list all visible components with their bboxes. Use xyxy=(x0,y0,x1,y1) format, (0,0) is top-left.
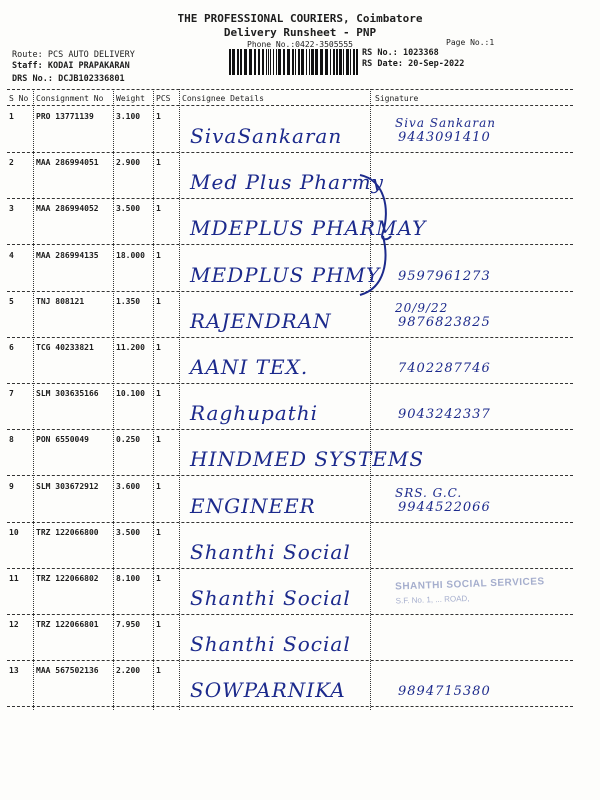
row-signature-phone: 7402287746 xyxy=(398,361,491,376)
row-consignee-handwritten: ENGINEER xyxy=(190,494,316,518)
row-weight: 3.600 xyxy=(116,482,141,491)
row-pcs: 1 xyxy=(156,389,161,398)
row-sno: 11 xyxy=(9,574,19,583)
row-consignee-handwritten: RAJENDRAN xyxy=(190,309,332,333)
row-signature-phone: 9043242337 xyxy=(398,407,491,422)
row-consignee-handwritten: Med Plus Pharmy xyxy=(190,170,384,194)
row-consignee-handwritten: SOWPARNIKA xyxy=(190,678,346,702)
barcode-bar xyxy=(229,49,231,75)
barcode-bar xyxy=(237,49,239,75)
barcode-bar xyxy=(311,49,314,75)
rs-number-value: 1023368 xyxy=(402,48,439,58)
row-consignment-no: MAA 286994135 xyxy=(36,251,99,260)
barcode-bar xyxy=(336,49,338,75)
barcode-bar xyxy=(232,49,235,75)
row-signature: Siva Sankaran xyxy=(395,116,496,130)
stamp-line-2: S.F. No. 1, ... ROAD, xyxy=(395,593,470,606)
document-type: Delivery Runsheet - PNP xyxy=(223,26,377,39)
col-header-weight: Weight xyxy=(116,94,145,103)
row-pcs: 1 xyxy=(156,528,161,537)
row-consignee-handwritten: Shanthi Social xyxy=(190,540,351,564)
row-consignee-handwritten: HINDMED SYSTEMS xyxy=(190,447,425,471)
table-row xyxy=(0,106,600,152)
row-sno: 4 xyxy=(9,251,14,260)
barcode-bar xyxy=(315,49,318,75)
page-number: Page No.:1 xyxy=(446,38,495,47)
row-signature: SRS. G.C. xyxy=(395,486,463,500)
row-consignment-no: PON 6550049 xyxy=(36,435,89,444)
barcode-bar xyxy=(254,49,256,75)
row-signature-phone: 9944522066 xyxy=(398,500,491,515)
table-row xyxy=(0,245,600,291)
barcode-bar xyxy=(276,49,277,75)
row-consignee-handwritten: SivaSankaran xyxy=(190,124,343,148)
row-signature: 20/9/22 xyxy=(395,301,449,315)
col-header-consignment: Consignment No xyxy=(36,94,104,103)
barcode-bar xyxy=(353,49,355,75)
table-top-rule xyxy=(7,89,573,90)
barcode-bar xyxy=(278,49,281,75)
row-sno: 7 xyxy=(9,389,14,398)
table-row xyxy=(0,198,600,244)
row-consignment-no: MAA 286994052 xyxy=(36,204,99,213)
rs-date-value: 20-Sep-2022 xyxy=(408,59,465,69)
row-consignee-handwritten: Shanthi Social xyxy=(190,632,351,656)
row-signature-phone: 9443091410 xyxy=(398,130,491,145)
row-pcs: 1 xyxy=(156,204,161,213)
row-consignment-no: MAA 286994051 xyxy=(36,158,99,167)
barcode-bar xyxy=(320,49,323,75)
table-row xyxy=(0,383,600,429)
row-sno: 12 xyxy=(9,620,19,629)
barcode-bar xyxy=(273,49,274,75)
table-row xyxy=(0,291,600,337)
row-sno: 1 xyxy=(9,112,14,121)
barcode-bar xyxy=(244,49,247,75)
row-sno: 8 xyxy=(9,435,14,444)
row-rule xyxy=(7,706,573,707)
row-pcs: 1 xyxy=(156,343,161,352)
phone-number: Phone No.:0422-3505555 xyxy=(247,40,353,49)
row-consignee-handwritten: AANI TEX. xyxy=(190,355,309,379)
barcode-bar xyxy=(266,49,267,75)
table-row xyxy=(0,337,600,383)
rs-number-label: RS No.: xyxy=(362,48,398,58)
barcode-bar xyxy=(356,49,358,75)
table-row xyxy=(0,429,600,475)
route-field xyxy=(12,50,135,60)
table-row xyxy=(0,522,600,568)
row-weight: 0.250 xyxy=(116,435,141,444)
row-signature-phone: 9894715380 xyxy=(398,684,491,699)
col-header-consignee: Consignee Details xyxy=(182,94,264,103)
row-weight: 2.900 xyxy=(116,158,141,167)
row-consignee-handwritten: Shanthi Social xyxy=(190,586,351,610)
barcode-bar xyxy=(292,49,294,75)
row-pcs: 1 xyxy=(156,158,161,167)
route-value: PCS AUTO DELIVERY xyxy=(47,50,135,60)
row-sno: 5 xyxy=(9,297,14,306)
row-sno: 10 xyxy=(9,528,19,537)
barcode-bar xyxy=(262,49,264,75)
barcode-bar xyxy=(287,49,290,75)
table-row xyxy=(0,476,600,522)
barcode-bar xyxy=(295,49,296,75)
drs-field xyxy=(12,74,125,84)
row-pcs: 1 xyxy=(156,620,161,629)
row-pcs: 1 xyxy=(156,435,161,444)
barcode-bar xyxy=(268,49,269,75)
row-sno: 9 xyxy=(9,482,14,491)
barcode-bar xyxy=(249,49,252,75)
row-weight: 3.500 xyxy=(116,528,141,537)
row-weight: 10.100 xyxy=(116,389,145,398)
row-sno: 6 xyxy=(9,343,14,352)
drs-label: DRS No.: xyxy=(12,74,53,84)
row-consignment-no: TRZ 122066800 xyxy=(36,528,99,537)
staff-field xyxy=(12,61,130,71)
barcode-bar xyxy=(346,49,349,75)
barcode-bar xyxy=(306,49,307,75)
staff-value: KODAI PRAPAKARAN xyxy=(47,61,130,71)
rs-date-field xyxy=(362,59,464,69)
row-consignment-no: TCG 40233821 xyxy=(36,343,94,352)
row-consignment-no: PRO 13771139 xyxy=(36,112,94,121)
row-signature-phone: 9597961273 xyxy=(398,269,491,284)
row-weight: 8.100 xyxy=(116,574,141,583)
row-weight: 3.500 xyxy=(116,204,141,213)
barcode-bar xyxy=(333,49,335,75)
barcode-bar xyxy=(309,49,310,75)
col-header-sno: S No xyxy=(9,94,29,103)
bracket-mark xyxy=(355,170,395,300)
row-weight: 11.200 xyxy=(116,343,145,352)
row-consignment-no: TNJ 808121 xyxy=(36,297,85,306)
row-consignee-handwritten: Raghupathi xyxy=(190,401,319,425)
route-label: Route: xyxy=(12,50,43,60)
row-sno: 13 xyxy=(9,666,19,675)
table-row xyxy=(0,152,600,198)
barcode-bar xyxy=(339,49,342,75)
company-name: THE PROFESSIONAL COURIERS, Coimbatore xyxy=(177,12,423,25)
barcode-bar xyxy=(325,49,328,75)
row-weight: 1.350 xyxy=(116,297,141,306)
row-weight: 18.000 xyxy=(116,251,145,260)
barcode-bar xyxy=(350,49,351,75)
drs-value: DCJB102336801 xyxy=(58,74,125,84)
row-pcs: 1 xyxy=(156,251,161,260)
row-consignment-no: SLM 303672912 xyxy=(36,482,99,491)
table-row xyxy=(0,660,600,706)
row-consignment-no: MAA 567502136 xyxy=(36,666,99,675)
rs-date-label: RS Date: xyxy=(362,59,403,69)
row-pcs: 1 xyxy=(156,666,161,675)
row-consignment-no: SLM 303635166 xyxy=(36,389,99,398)
barcode-image xyxy=(229,49,361,75)
row-weight: 3.100 xyxy=(116,112,141,121)
row-consignment-no: TRZ 122066802 xyxy=(36,574,99,583)
company-stamp xyxy=(395,575,597,642)
barcode-bar xyxy=(298,49,300,75)
row-pcs: 1 xyxy=(156,482,161,491)
barcode-bar xyxy=(301,49,304,75)
stamp-line-1: SHANTHI SOCIAL SERVICES xyxy=(395,576,545,593)
row-weight: 7.950 xyxy=(116,620,141,629)
row-pcs: 1 xyxy=(156,574,161,583)
col-header-pcs: PCS xyxy=(156,94,171,103)
barcode-bar xyxy=(343,49,344,75)
row-pcs: 1 xyxy=(156,297,161,306)
row-consignment-no: TRZ 122066801 xyxy=(36,620,99,629)
row-pcs: 1 xyxy=(156,112,161,121)
barcode-bar xyxy=(258,49,260,75)
row-sno: 2 xyxy=(9,158,14,167)
barcode-bar xyxy=(283,49,285,75)
col-header-signature: Signature xyxy=(375,94,419,103)
staff-label: Staff: xyxy=(12,61,43,71)
row-weight: 2.200 xyxy=(116,666,141,675)
row-consignee-handwritten: MDEPLUS PHARMAY xyxy=(190,216,427,240)
barcode-bar xyxy=(240,49,242,75)
row-sno: 3 xyxy=(9,204,14,213)
rs-number-field xyxy=(362,48,439,58)
barcode-bar xyxy=(270,49,271,75)
row-signature-phone: 9876823825 xyxy=(398,315,491,330)
barcode-bar xyxy=(330,49,331,75)
row-consignee-handwritten: MEDPLUS PHMY xyxy=(190,263,381,287)
